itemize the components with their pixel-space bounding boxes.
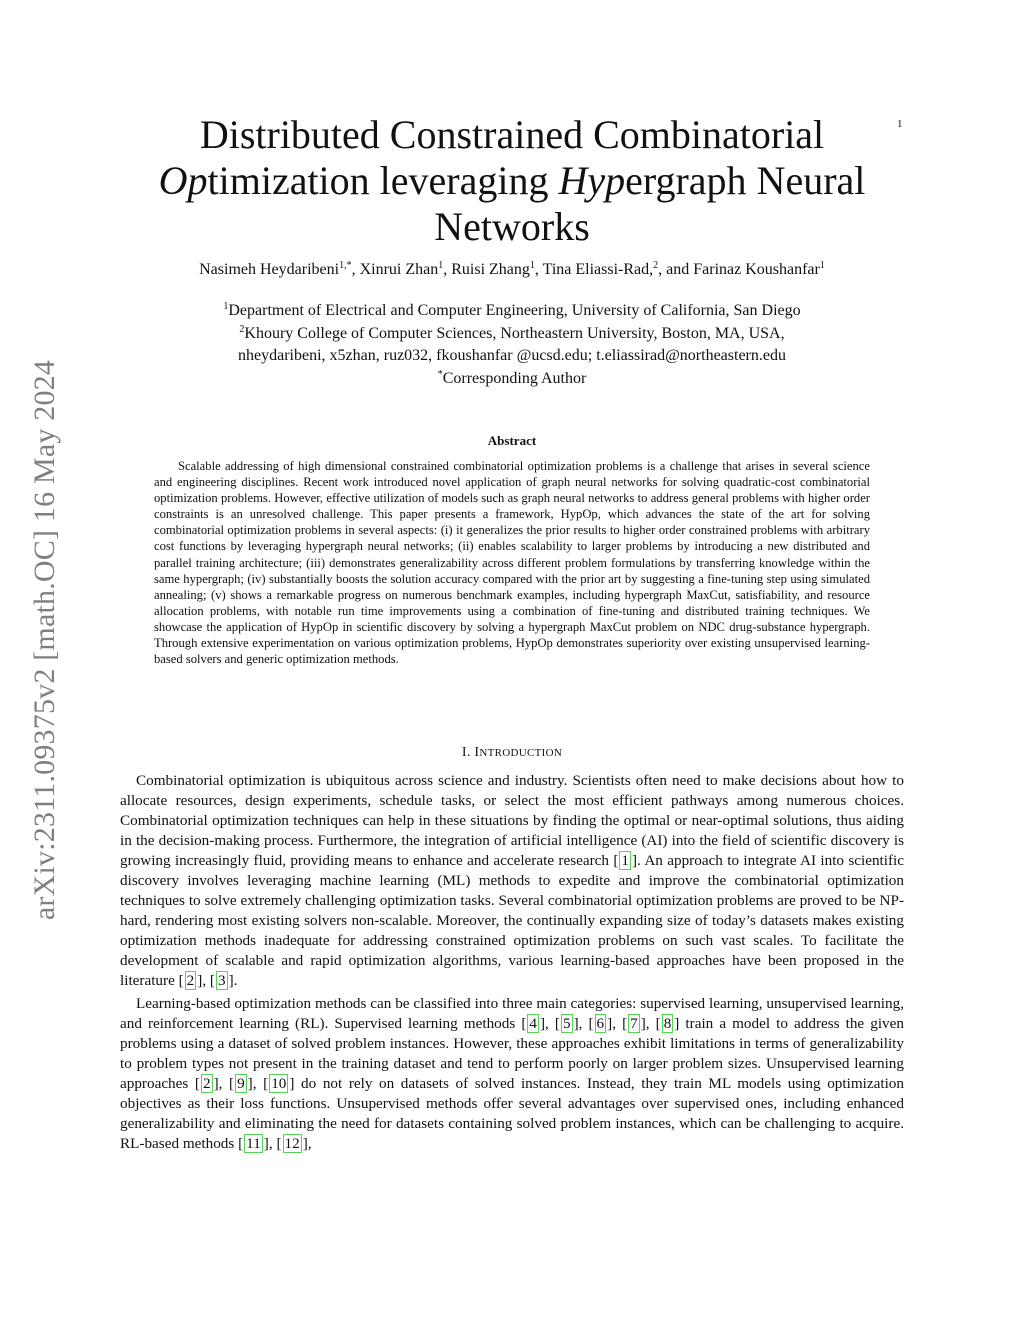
introduction-body (120, 771, 904, 1157)
citation-link[interactable]: 2 (186, 972, 195, 989)
citation-link[interactable]: 9 (237, 1075, 245, 1092)
author-emails: nheydaribeni, x5zhan, ruz032, fkoushanfar @ucsd.edu; t.eliassirad@northeastern.edu (238, 347, 786, 364)
citation-link[interactable]: 4 (529, 1015, 537, 1032)
citation-link[interactable]: 6 (596, 1015, 605, 1032)
page-number: 1 (897, 118, 903, 130)
citation-link[interactable]: 2 (202, 1075, 211, 1092)
author-name: Nasimeh Heydaribeni (199, 261, 340, 278)
author-name: , Ruisi Zhang (443, 261, 530, 278)
intro-paragraph-2: Learning-based optimization methods can be classified into three main categories: supervised learning, unsupervised learning, and reinforcement learning (RL). Supervised learning methods [ 4 ], [ 5 ], [ 6 ], [ 7 ], [ 8 ] train a model to address the given problems using a dataset of solved problem instances. However, these approaches exhibit limitations in terms of generalizability to problem types not present in the training dataset and tend to perform poorly on larger problem sizes. Unsupervised learning approaches [ 2 ], [ 9 ], [ 10 ] do not rely on datasets of solved instances. Instead, they train ML models using optimization objectives as their loss functions. Unsupervised methods offer several advantages over supervised ones, including enhanced generalizability and eliminating the need for datasets containing solved problem instances, which can be challenging to acquire. RL-based methods [ 11 ], [ 12 ], (120, 995, 904, 1152)
citation-link[interactable]: 12 (284, 1135, 300, 1152)
affiliation-1: $^1$Department of Electrical and Computer Engineering, University of California, San Diego (223, 301, 801, 319)
author-name: , Tina Eliassi-Rad, (534, 261, 654, 278)
author-affiliation-mark: 1 (529, 260, 535, 271)
citation-link[interactable]: 5 (562, 1015, 571, 1032)
citation-link[interactable]: 11 (246, 1135, 261, 1152)
author-affiliation-mark: 1 (819, 260, 825, 271)
author-affiliation-mark: 2 (653, 260, 659, 271)
title-line-2-mid: timization leveraging (207, 158, 559, 203)
arxiv-identifier: arXiv:2311.09375v2 [math.OC] 16 May 2024 (28, 359, 61, 921)
abstract-text: Scalable addressing of high dimensional constrained combinatorial optimization problems is a challenge that arises in several science and engineering disciplines. Recent work introduced novel application of graph neural networks for solving quadratic-cost combinatorial optimization problems. However, effective utilization of models such as graph neural networks to address general problems with higher order constraints is an unresolved challenge. This paper presents a framework, HypOp, which advances the state of the art for solving combinatorial optimization problems in several aspects: (i) it generalizes the prior results to higher order constrained problems with arbitrary cost functions by leveraging hypergraph neural networks; (ii) enables scalability to larger problems by introducing a new distributed and parallel training architecture; (iii) demonstrates generalizability across different problem formulations by transferring knowledge within the same hypergraph; (iv) substantially boosts the solution accuracy compared with the prior art by suggesting a fine-tuning step using simulated annealing; (v) shows a remarkable progress on numerous benchmark examples, including hypergraph MaxCut, satisfiability, and resource allocation problems, with notable run time improvements using a combination of fine-tuning and distributed training techniques. We showcase the application of HypOp in scientific discovery by solving a hypergraph MaxCut problem on NDC drug-substance hypergraph. Through extensive experimentation on various optimization problems, HypOp demonstrates superiority over existing unsupervised learning-based solvers and generic optimization methods. (154, 459, 870, 667)
title-line-1: Distributed Constrained Combinatorial (199, 112, 825, 157)
citation-link[interactable]: 3 (217, 972, 226, 989)
title-line-2-end: ergraph Neural (625, 158, 866, 203)
citation-link[interactable]: 8 (663, 1015, 672, 1032)
intro-paragraph-1: Combinatorial optimization is ubiquitous across science and industry. Scientists often need to make decisions about how to allocate resources, design experiments, schedule tasks, or select the most efficient pathways among numerous choices. Combinatorial optimization techniques can help in these situations by finding the optimal or near-optimal solutions, thus aiding in the decision-making process. Furthermore, the integration of artificial intelligence (AI) into the field of scientific discovery is growing increasingly fluid, providing means to enhance and accelerate research [ 1 ]. An approach to integrate AI into scientific discovery involves leveraging machine learning (ML) methods to expedite and improve the combinatorial optimization techniques to solve extremely challenging optimization tasks. Several combinatorial optimization problems are proved to be NP-hard, rendering most existing solvers non-scalable. Moreover, the continually expanding size of today’s datasets makes existing optimization methods inadequate for addressing constrained optimization problems on such vast scales. To facilitate the development of scalable and rapid optimization algorithms, various learning-based approaches have been proposed in the literature [ 2 ], [ 3 ]. (120, 772, 905, 989)
section-heading-introduction: I. INTRODUCTION (461, 745, 563, 760)
corresponding-mark: * (437, 368, 443, 380)
citation-link[interactable]: 10 (271, 1075, 287, 1092)
author-name: , Xinrui Zhan (351, 261, 439, 278)
paper-title (140, 112, 884, 250)
citation-link[interactable]: 7 (630, 1015, 638, 1032)
title-hyp-italic: Hyp (558, 158, 626, 203)
abstract-heading: Abstract (487, 433, 537, 448)
affiliations (120, 300, 904, 390)
title-line-3: Networks (434, 204, 590, 249)
author-affiliation-mark: 1 (438, 260, 444, 271)
affiliation-2: $^2$Khoury College of Computer Sciences, Northeastern University, Boston, MA, USA, (239, 323, 785, 342)
affiliation-mark: 2 (239, 323, 245, 335)
author-list (120, 259, 904, 281)
corresponding-author-note: *Corresponding Author (437, 368, 587, 387)
author-name: , and Farinaz Koushanfar (658, 261, 820, 278)
title-op-italic: Op (158, 158, 208, 203)
citation-link[interactable]: 1 (621, 852, 629, 869)
author-affiliation-mark: 1,* (339, 260, 352, 271)
affiliation-mark: 1 (223, 301, 229, 312)
